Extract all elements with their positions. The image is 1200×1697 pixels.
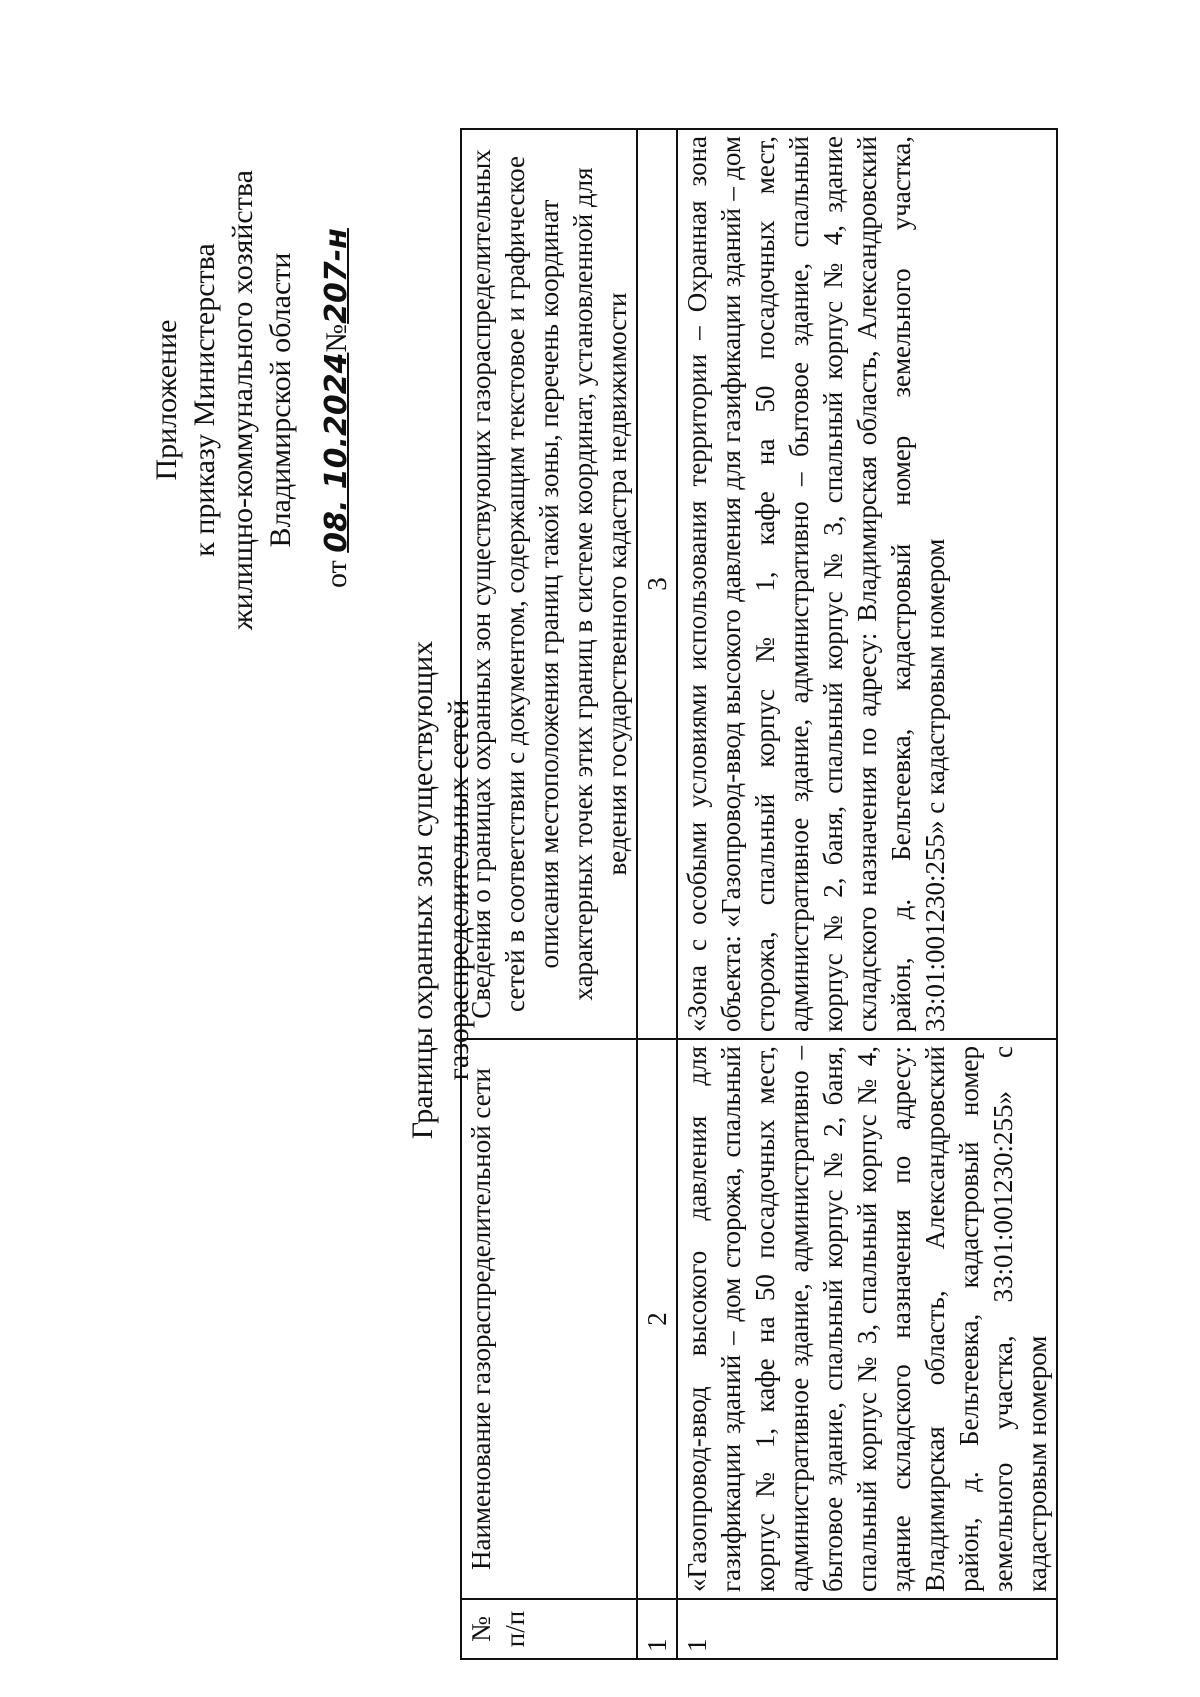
- appendix-order-ref: к приказу Министерства: [188, 243, 221, 557]
- order-number-label: №: [320, 323, 353, 353]
- appendix-ministry: жилищно-коммунального хозяйства: [226, 170, 259, 630]
- appendix-label: Приложение: [150, 319, 183, 481]
- column-number-row: [637, 129, 677, 1659]
- row-number: 1: [677, 1599, 1057, 1659]
- column-number-2: 2: [637, 1039, 677, 1599]
- order-date: 08. 10.2024: [319, 352, 354, 553]
- order-date-number: [318, 160, 356, 640]
- table-header-row: [461, 129, 637, 1659]
- rotated-document-page: [20, 80, 1180, 1680]
- gas-network-zones-table: [460, 128, 1058, 1660]
- header-network-name: Наименование газораспределительной сети: [461, 1039, 637, 1599]
- header-zone-info: Сведения о границах охранных зон существующих газораспределительных сетей в соответствии с документом, содержащим текстовое и графическое описания местоположения границ такой зоны, перечень координат характерных точек этих границ в системе координат, установленной для ведения государственного кадастра недвижимости: [461, 129, 637, 1039]
- table-row: [677, 129, 1057, 1659]
- column-number-1: 1: [637, 1599, 677, 1659]
- column-number-3: 3: [637, 129, 677, 1039]
- table-title-line2: газораспределительных сетей: [442, 699, 475, 1081]
- appendix-region: Владимирской области: [264, 252, 297, 548]
- order-prefix: от: [320, 560, 353, 588]
- header-number: № п/п: [461, 1599, 637, 1659]
- appendix-header: [148, 160, 356, 640]
- row-zone-info: «Зона с особыми условиями использования территории – Охранная зона объекта: «Газопровод-ввод высокого давления для газификации зданий – дом сторожа, спальный корпус № 1, кафе на 50 посадочных мест, административное здание, административно – бытовое здание, спальный корпус № 2, баня, спальный корпус № 3, спальный корпус № 4, здание складского назначения по адресу: Владимирская область, Александровский район, д. Бельтеевка, кадастровый номер земельного участка, 33:01:001230:255» с кадастровым номером: [677, 129, 1057, 1039]
- table-title-line1: Границы охранных зон существующих: [406, 640, 439, 1140]
- order-number: 207-н: [319, 228, 354, 324]
- row-network-name: «Газопровод-ввод высокого давления для газификации зданий – дом сторожа, спальный корпус № 1, кафе на 50 посадочных мест, административное здание, административно – бытовое здание, спальный корпус № 2, баня, спальный корпус № 3, спальный корпус № 4, здание складского назначения по адресу: Владимирская область, Александровский район, д. Бельтеевка, кадастровый номер земельного участка, 33:01:001230:255» с кадастровым номером: [677, 1039, 1057, 1599]
